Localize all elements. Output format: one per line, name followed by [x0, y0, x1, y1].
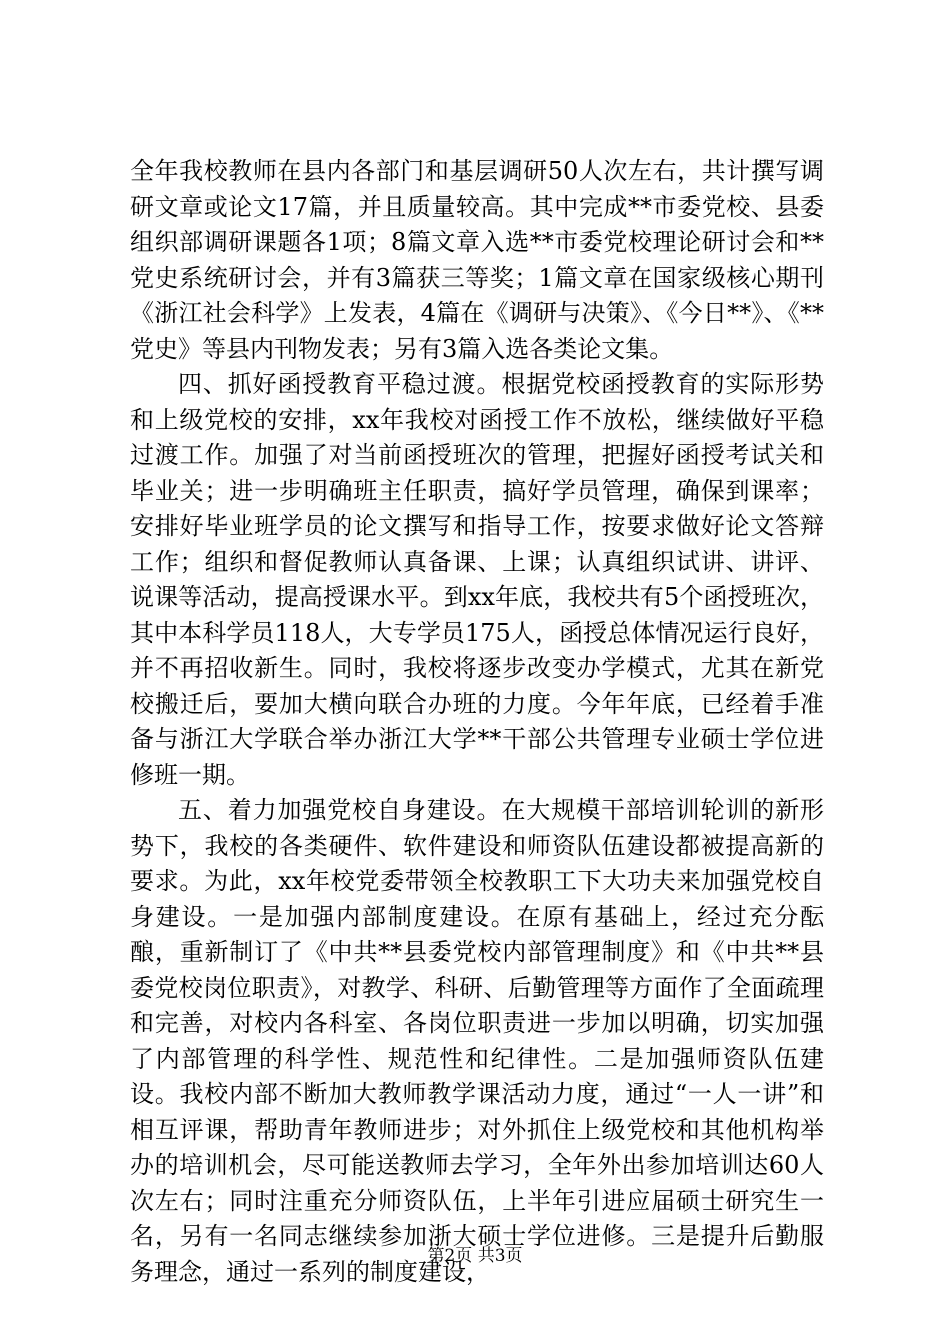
paragraph-continued: 全年我校教师在县内各部门和基层调研50人次左右，共计撰写调研文章或论文17篇，并且质量较高。其中完成**市委党校、县委组织部调研课题各1项；8篇文章入选**市委党校理论研讨会和**党史系统研讨会，并有3篇获三等奖；1篇文章在国家级核心期刊《浙江社会科学》上发表，4篇在《调研与决策》、《今日**》、《**党史》等县内刊物发表；另有3篇入选各类论文集。: [130, 157, 824, 363]
page-footer: [0, 1244, 950, 1268]
paragraph-section-four: 四、抓好函授教育平稳过渡。根据党校函授教育的实际形势和上级党校的安排，xx年我校对函授工作不放松，继续做好平稳过渡工作。加强了对当前函授班次的管理，把握好函授考试关和毕业关；进一步明确班主任职责，搞好学员管理，确保到课率；安排好毕业班学员的论文撰写和指导工作，按要求做好论文答辩工作；组织和督促教师认真备课、上课；认真组织试讲、讲评、说课等活动，提高授课水平。到xx年底，我校共有5个函授班次，其中本科学员118人，大专学员175人，函授总体情况运行良好，并不再招收新生。同时，我校将逐步改变办学模式，尤其在新党校搬迁后，要加大横向联合办班的力度。今年年底，已经着手准备与浙江大学联合举办浙江大学**干部公共管理专业硕士学位进修班一期。: [130, 370, 824, 789]
page-number: 第2页 共3页: [427, 1246, 523, 1266]
paragraph-section-five: 五、着力加强党校自身建设。在大规模干部培训轮训的新形势下，我校的各类硬件、软件建设和师资队伍建设都被提高新的要求。为此，xx年校党委带领全校教职工下大功夫来加强党校自身建设。一是加强内部制度建设。在原有基础上，经过充分酝酿，重新制订了《中共**县委党校内部管理制度》和《中共**县委党校岗位职责》，对教学、科研、后勤管理等方面作了全面疏理和完善，对校内各科室、各岗位职责进一步加以明确，切实加强了内部管理的科学性、规范性和纪律性。二是加强师资队伍建设。我校内部不断加大教师教学课活动力度，通过“一人一讲”和相互评课，帮助青年教师进步；对外抓住上级党校和其他机构举办的培训机会，尽可能送教师去学习，全年外出参加培训达60人次左右；同时注重充分师资队伍，上半年引进应届硕士研究生一名，另有一名同志继续参加浙大硕士学位进修。三是提升后勤服务理念，通过一系列的制度建设，: [130, 796, 824, 1286]
document-body: [130, 154, 824, 1290]
